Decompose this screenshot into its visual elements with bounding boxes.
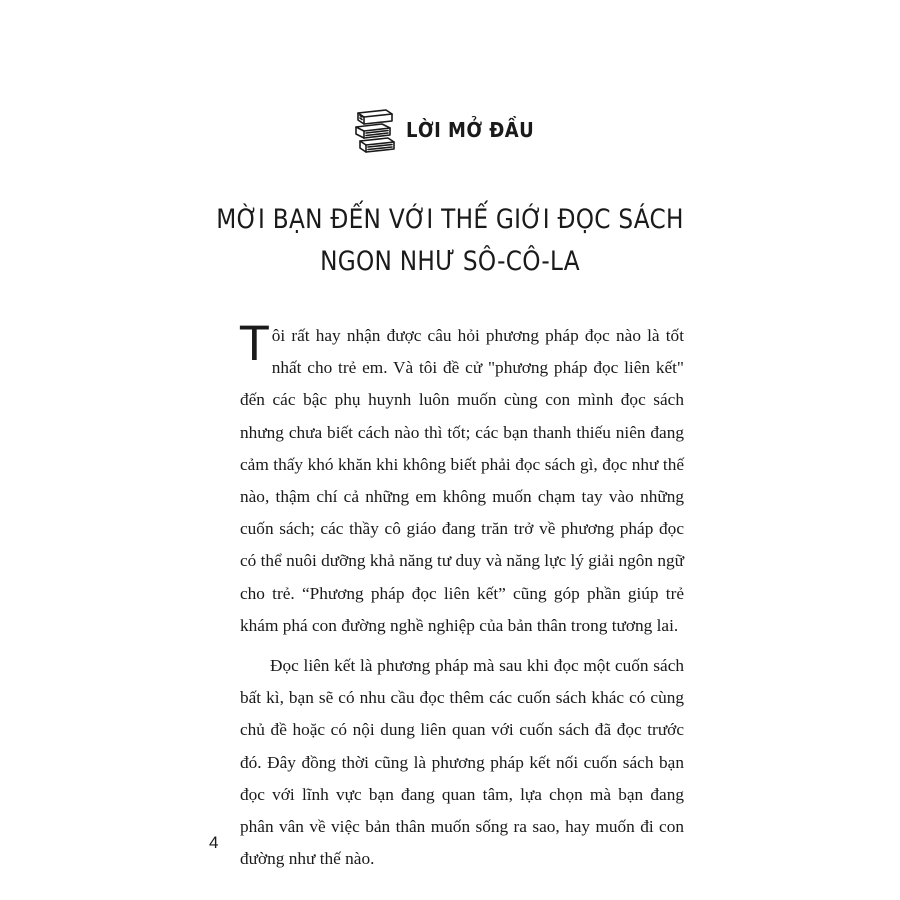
section-header (0, 100, 900, 160)
chapter-title-line-1: MỜI BẠN ĐẾN VỚI THẾ GIỚI ĐỌC SÁCH (216, 204, 684, 235)
section-label: LỜI MỞ ĐẦU (405, 118, 534, 142)
page-number: 4 (209, 833, 219, 852)
chapter-title (0, 199, 900, 283)
paragraph: Tôi rất hay nhận được câu hỏi phương pháp đọc nào là tốt nhất cho trẻ em. Và tôi đề cử "phương pháp đọc liên kết" đến các bậc phụ huynh luôn muốn cùng con mình đọc sách nhưng chưa biết cách nào thì tốt; các bạn thanh thiếu niên đang cảm thấy khó khăn khi không biết phải đọc sách gì, đọc như thế nào, thậm chí cả những em không muốn chạm tay vào những cuốn sách; các thầy cô giáo đang trăn trở về phương pháp đọc có thể nuôi dưỡng khả năng tư duy và năng lực lý giải ngôn ngữ cho trẻ. “Phương pháp đọc liên kết” cũng góp phần giúp trẻ khám phá con đường nghề nghiệp của bản thân trong tương lai. (240, 317, 684, 635)
body-text (240, 317, 684, 875)
chapter-title-line-2: NGON NHƯ SÔ-CÔ-LA (320, 246, 580, 277)
books-icon (352, 103, 400, 157)
section-header-inner (352, 103, 548, 157)
paragraph: Đọc liên kết là phương pháp mà sau khi đọc một cuốn sách bất kì, bạn sẽ có nhu cầu đọc thêm các cuốn sách khác có cùng chủ đề hoặc có nội dung liên quan với cuốn sách đã đọc trước đó. Đây đồng thời cũng là phương pháp kết nối cuốn sách bạn đọc với lĩnh vực bạn đang quan tâm, lựa chọn mà bạn đang phân vân về việc bản thân muốn sống ra sao, hay muốn đi con đường như thế nào. (240, 656, 684, 869)
